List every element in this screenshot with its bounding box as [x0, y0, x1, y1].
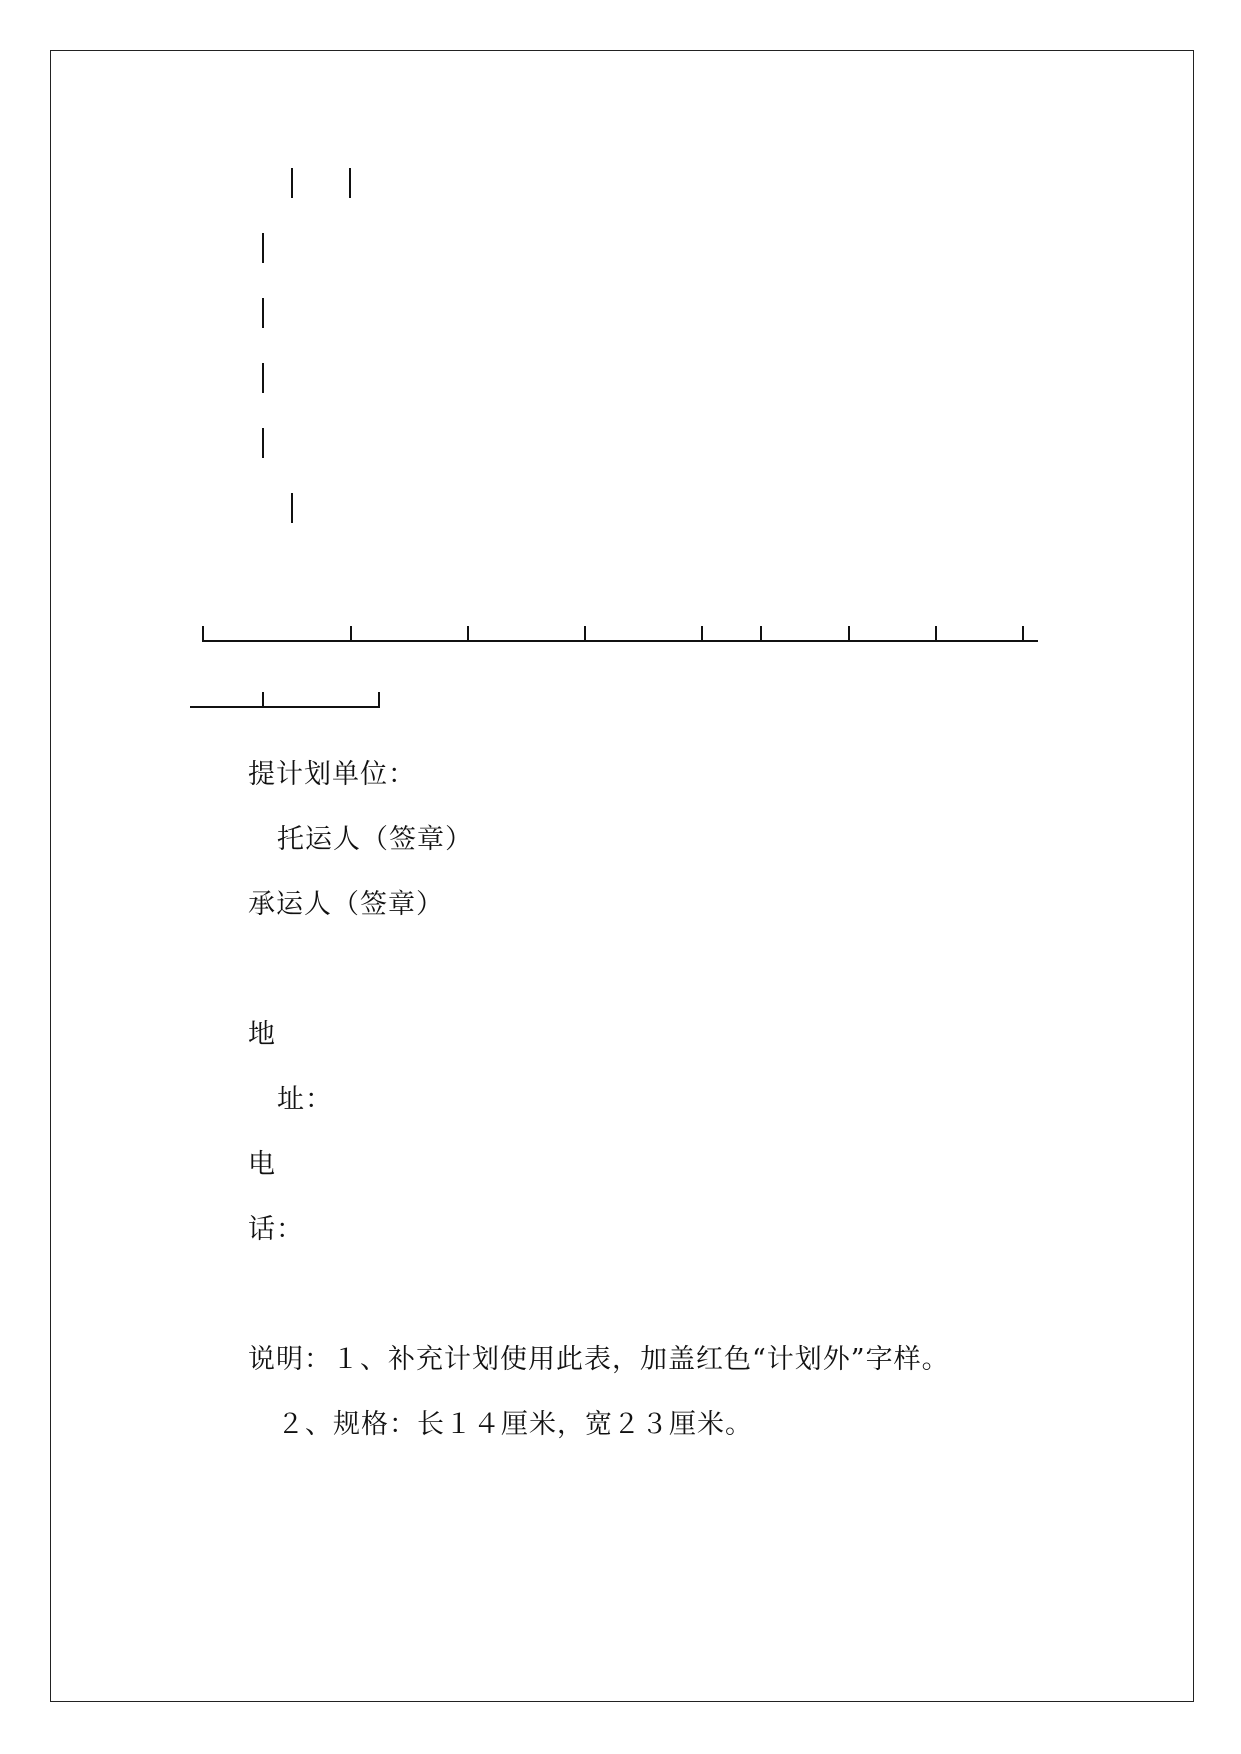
table-border-tick	[467, 626, 469, 642]
table-vertical-bar	[262, 363, 264, 393]
table-vertical-bar	[291, 168, 293, 198]
page-frame	[50, 50, 1194, 1702]
shipper-signature-label: 托运人（签章）	[277, 824, 473, 855]
table-border-tick	[584, 626, 586, 642]
table-border-tick	[262, 692, 264, 708]
carrier-signature-label: 承运人（签章）	[248, 889, 444, 920]
table-border-tick	[760, 626, 762, 642]
planning-unit-label: 提计划单位：	[248, 759, 416, 790]
table-vertical-bar	[262, 298, 264, 328]
table-bottom-border	[202, 640, 1038, 642]
note-2: ２、规格：长１４厘米，宽２３厘米。	[277, 1409, 753, 1440]
table-border-tick	[202, 626, 204, 642]
address-label: 地	[248, 1019, 276, 1050]
phone-label: 电	[248, 1149, 276, 1180]
table-vertical-bar	[262, 428, 264, 458]
table-border-tick	[378, 692, 380, 708]
note-1: 说明：１、补充计划使用此表，加盖红色“计划外”字样。	[248, 1344, 950, 1375]
phone-label-cont: 话：	[248, 1214, 304, 1245]
table-border-tick	[350, 626, 352, 642]
table-border-tick	[935, 626, 937, 642]
address-label-cont: 址：	[277, 1084, 333, 1115]
table-vertical-bar	[291, 493, 293, 523]
table-border-tick	[701, 626, 703, 642]
table-vertical-bar	[349, 168, 351, 198]
table-bottom-border	[190, 706, 380, 708]
table-border-tick	[848, 626, 850, 642]
table-border-tick	[1022, 626, 1024, 642]
table-vertical-bar	[262, 233, 264, 263]
